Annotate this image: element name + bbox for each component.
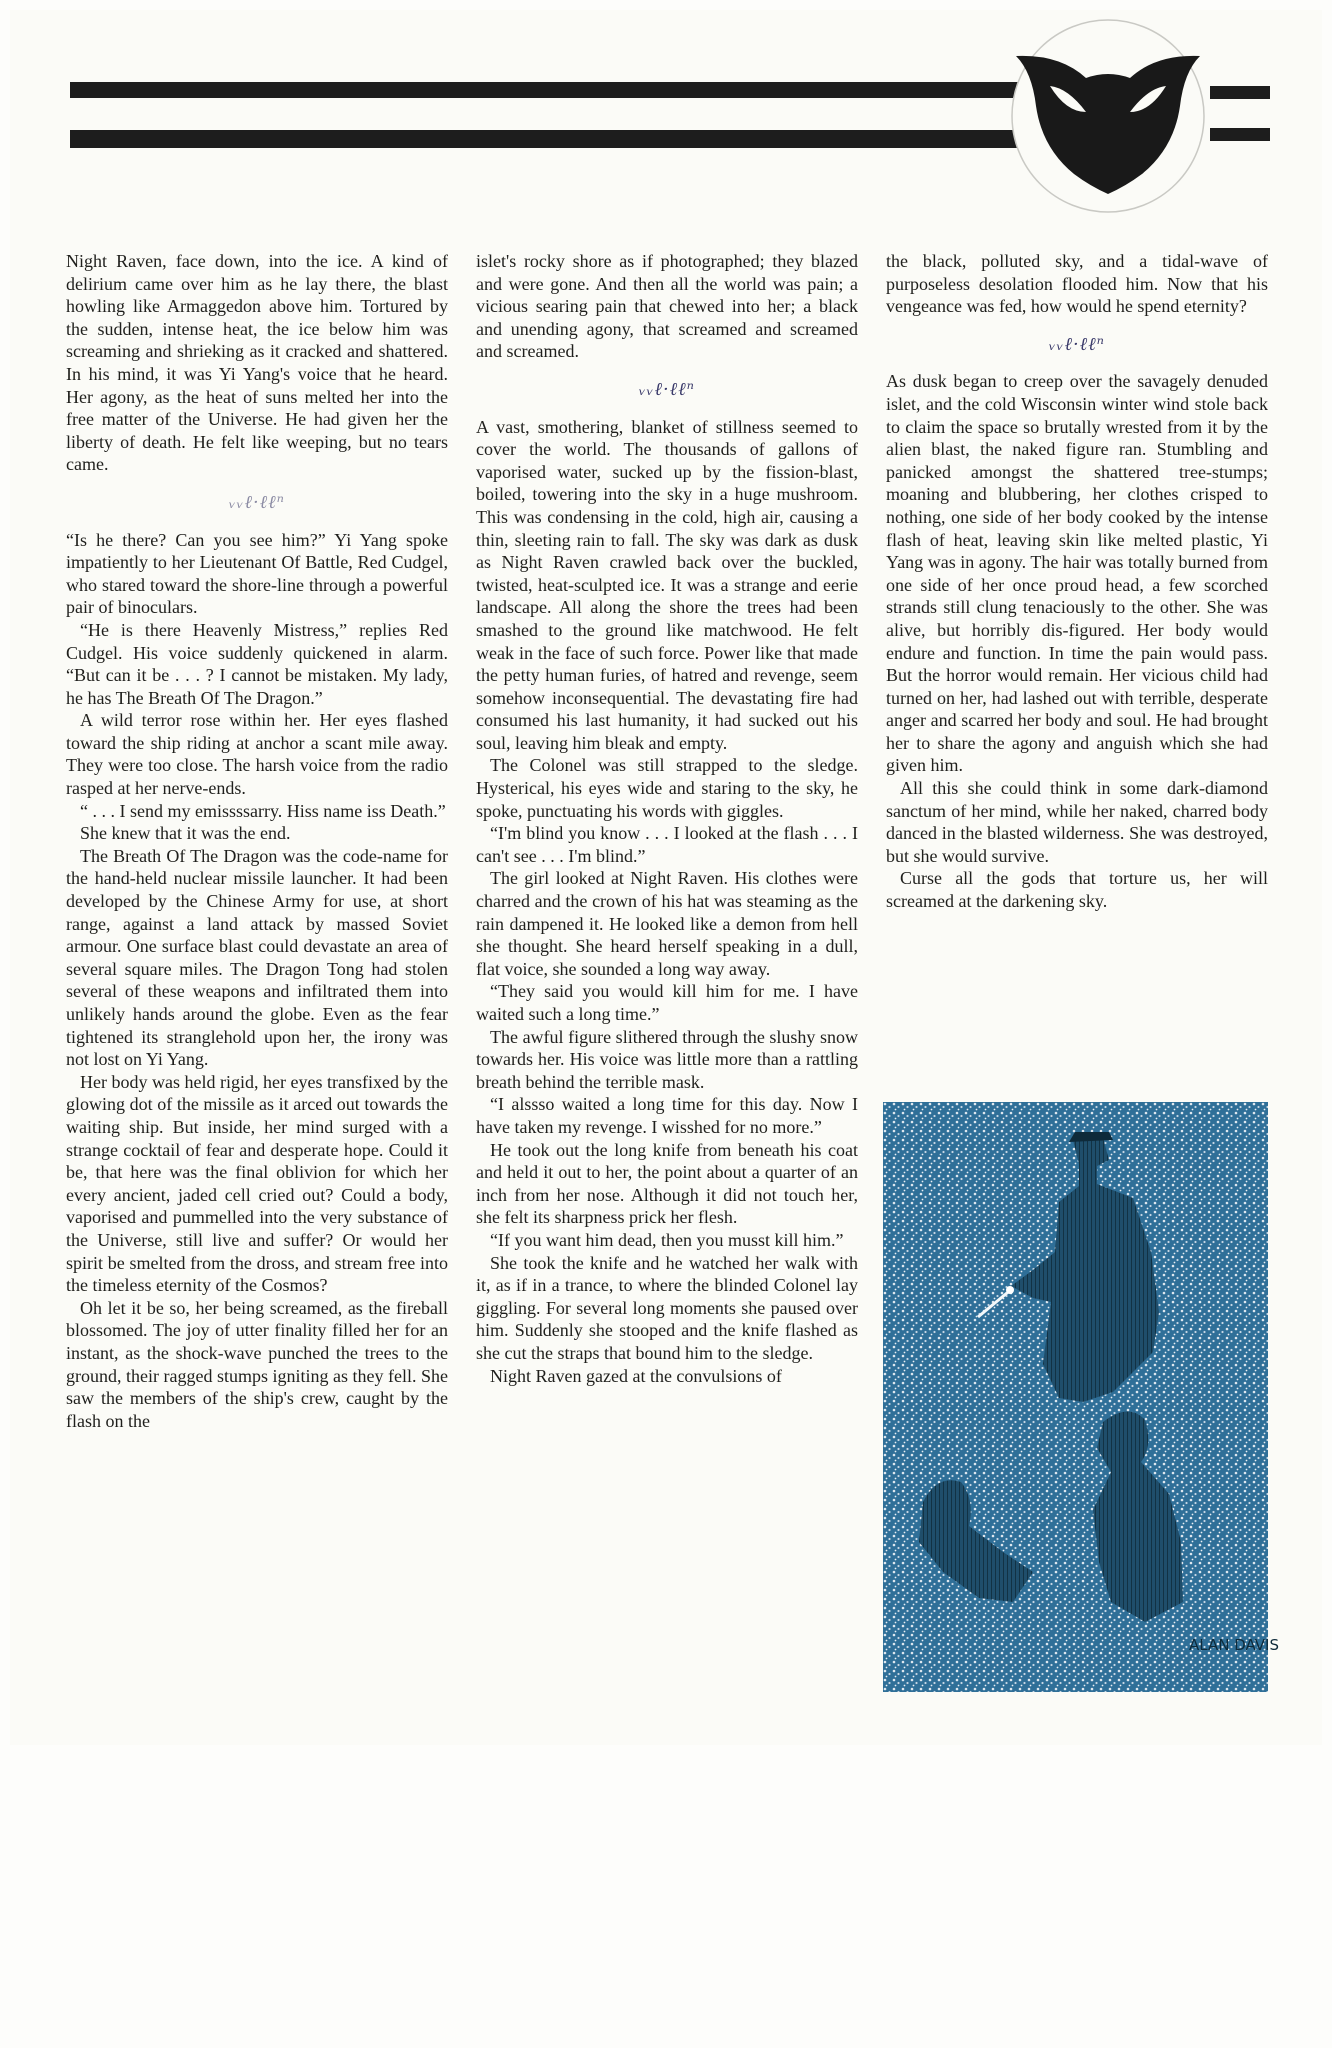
paragraph: Her body was held rigid, her eyes transfixed by the glowing dot of the missile as it arced out towards the waiting ship. But inside, her mind surged with a strange cocktail of fear and desperate hope. Could it be, that here was the final oblivion for which her every ancient, jaded cell cried out? Could a body, vaporised and pummelled into the very substance of the Universe, still live and suffer? Or would her spirit be smelted from the dross, and stream free into the timeless eternity of the Cosmos? bbox=[66, 1071, 448, 1296]
paragraph: “Is he there? Can you see him?” Yi Yang spoke impatiently to her Lieutenant Of Battle, Red Cudgel, who stared toward the shore-line through a powerful pair of binoculars. bbox=[66, 529, 448, 618]
paragraph: Night Raven gazed at the convulsions of bbox=[490, 1365, 782, 1386]
text-column-2 bbox=[476, 250, 858, 1387]
paragraph: The Colonel was still strapped to the sledge. Hysterical, his eyes wide and staring to the sky, he spoke, punctuating his words with giggles. bbox=[476, 755, 858, 821]
paragraph: “I alssso waited a long time for this day. Now I have taken my revenge. I wisshed for no more.” bbox=[476, 1094, 858, 1137]
paragraph: A wild terror rose within her. Her eyes flashed toward the ship riding at anchor a scant mile away. They were too close. The harsh voice from the radio rasped at her nerve-ends. bbox=[66, 710, 448, 799]
text-column-3 bbox=[886, 250, 1268, 913]
paragraph: She knew that it was the end. bbox=[80, 823, 291, 844]
paragraph: “I'm blind you know . . . I looked at the flash . . . I can't see . . . I'm blind.” bbox=[476, 823, 858, 866]
paragraph: Oh let it be so, her being screamed, as the fireball blossomed. The joy of utter finality filled her for an instant, as the shock-wave punched the trees to the ground, their ragged stumps igniting as they fell. She saw the members of the ship's crew, caught by the flash on the bbox=[66, 1297, 448, 1431]
section-break-signature: ᵥᵥℓ·ℓℓⁿ bbox=[639, 378, 695, 400]
paragraph: She took the knife and he watched her walk with it, as if in a trance, to where the blinded Colonel lay giggling. For several long moments she paused over him. Suddenly she stooped and the knife flashed as she cut the straps that bound him to the sledge. bbox=[476, 1252, 858, 1363]
paragraph: A vast, smothering, blanket of stillness seemed to cover the world. The thousands of gallons of vaporised water, sucked up by the fission-blast, boiled, towering into the sky in a huge mushroom. This was condensing in the cold, high air, causing a thin, sleeting rain to fall. The sky was dark as dusk as Night Raven crawled back over the buckled, twisted, heat-sculpted ice. It was a strange and eerie landscape. All along the shore the trees had been smashed to the ground like matchwood. He felt weak in the face of such force. Power like that made the petty human furies, of hatred and revenge, seem somehow inconsequential. The devastating fire had consumed his last humanity, it had sucked out his soul, leaving him bleak and empty. bbox=[476, 416, 858, 753]
paragraph: The awful figure slithered through the slushy snow towards her. His voice was little more than a rattling breath behind the terrible mask. bbox=[476, 1026, 858, 1092]
text-column-1 bbox=[66, 250, 448, 1432]
paragraph: Curse all the gods that torture us, her will screamed at the darkening sky. bbox=[886, 868, 1268, 912]
header-bar-top bbox=[70, 82, 1025, 98]
paragraph: “If you want him dead, then you musst kill him.” bbox=[490, 1229, 844, 1250]
paragraph: “They said you would kill him for me. I have waited such a long time.” bbox=[476, 981, 858, 1024]
paragraph: islet's rocky shore as if photographed; they blazed and were gone. And then all the world was pain; a vicious searing pain that chewed into her; a black and unending agony, that screamed and screamed and screamed. bbox=[476, 251, 858, 362]
paragraph: The girl looked at Night Raven. His clothes were charred and the crown of his hat was steaming as the rain dampened it. He looked like a demon from hell she thought. She heard herself speaking in a dull, flat voice, she sounded a long way away. bbox=[476, 868, 858, 979]
paragraph: the black, polluted sky, and a tidal-wave of purposeless desolation flooded him. Now that his vengeance was fed, how would he spend eternity? bbox=[886, 251, 1268, 317]
header-bar-bottom bbox=[70, 130, 1020, 148]
paragraph: He took out the long knife from beneath his coat and held it out to her, the point about a quarter of an inch from her nose. Although it did not touch her, she felt its sharpness prick her flesh. bbox=[476, 1139, 858, 1228]
section-break-signature: ᵥᵥℓ·ℓℓⁿ bbox=[229, 491, 285, 513]
header-bar-right-top bbox=[1210, 86, 1270, 99]
artist-signature: ALAN DAVIS bbox=[1189, 1636, 1280, 1654]
paragraph: As dusk began to creep over the savagely denuded islet, and the cold Wisconsin winter wind stole back to claim the space so brutally wrested from it by the alien blast, the naked figure ran. Stumbling and panicked amongst the shattered tree-stumps; moaning and blubbering, her clothes crisped to nothing, one side of her body cooked by the intense flash of heat, leaving skin like melted plastic, Yi Yang was in agony. The hair was totally burned from one side of her once proud head, a few scorched strands still clung tenaciously to the other. She was alive, but horribly dis-figured. Her body would endure and function. In time the pain would pass. But the horror would remain. Her vicious child had turned on her, had lashed out with terrible, desperate anger and scarred her body and soul. He had brought her to share the agony and anguish which she had given him. bbox=[886, 371, 1268, 776]
paragraph: “He is there Heavenly Mistress,” replies Red Cudgel. His voice suddenly quickened in alarm. “But can it be . . . ? I cannot be mistaken. My lady, he has The Breath Of The Dragon.” bbox=[66, 619, 448, 708]
paragraph: “ . . . I send my emissssarry. Hiss name iss Death.” bbox=[80, 800, 446, 821]
paragraph: All this she could think in some dark-diamond sanctum of her mind, while her naked, charred body danced in the blasted wilderness. She was destroyed, but she would survive. bbox=[886, 778, 1268, 866]
night-raven-illustration bbox=[883, 1102, 1280, 1692]
paragraph: The Breath Of The Dragon was the code-name for the hand-held nuclear missile launcher. It had been developed by the Chinese Army for use, at short range, against a land attack by massed Soviet armour. One surface blast could devastate an area of several square miles. The Dragon Tong had stolen several of these weapons and infiltrated them into unlikely hands around the globe. Even as the fear tightened its stranglehold upon her, the irony was not lost on Yi Yang. bbox=[66, 845, 448, 1070]
section-break-signature: ᵥᵥℓ·ℓℓⁿ bbox=[1049, 333, 1105, 355]
night-raven-mask-icon bbox=[1002, 16, 1214, 216]
paragraph: Night Raven, face down, into the ice. A kind of delirium came over him as he lay there, the blast howling like Armaggedon above him. Tortured by the sudden, intense heat, the ice below him was screaming and shrieking as it cracked and shattered. In his mind, it was Yi Yang's voice that he heard. Her agony, as the heat of suns melted her into the free matter of the Universe. He had given her the liberty of death. He felt like weeping, but no tears came. bbox=[66, 251, 448, 475]
header-bar-right-bottom bbox=[1210, 128, 1270, 141]
